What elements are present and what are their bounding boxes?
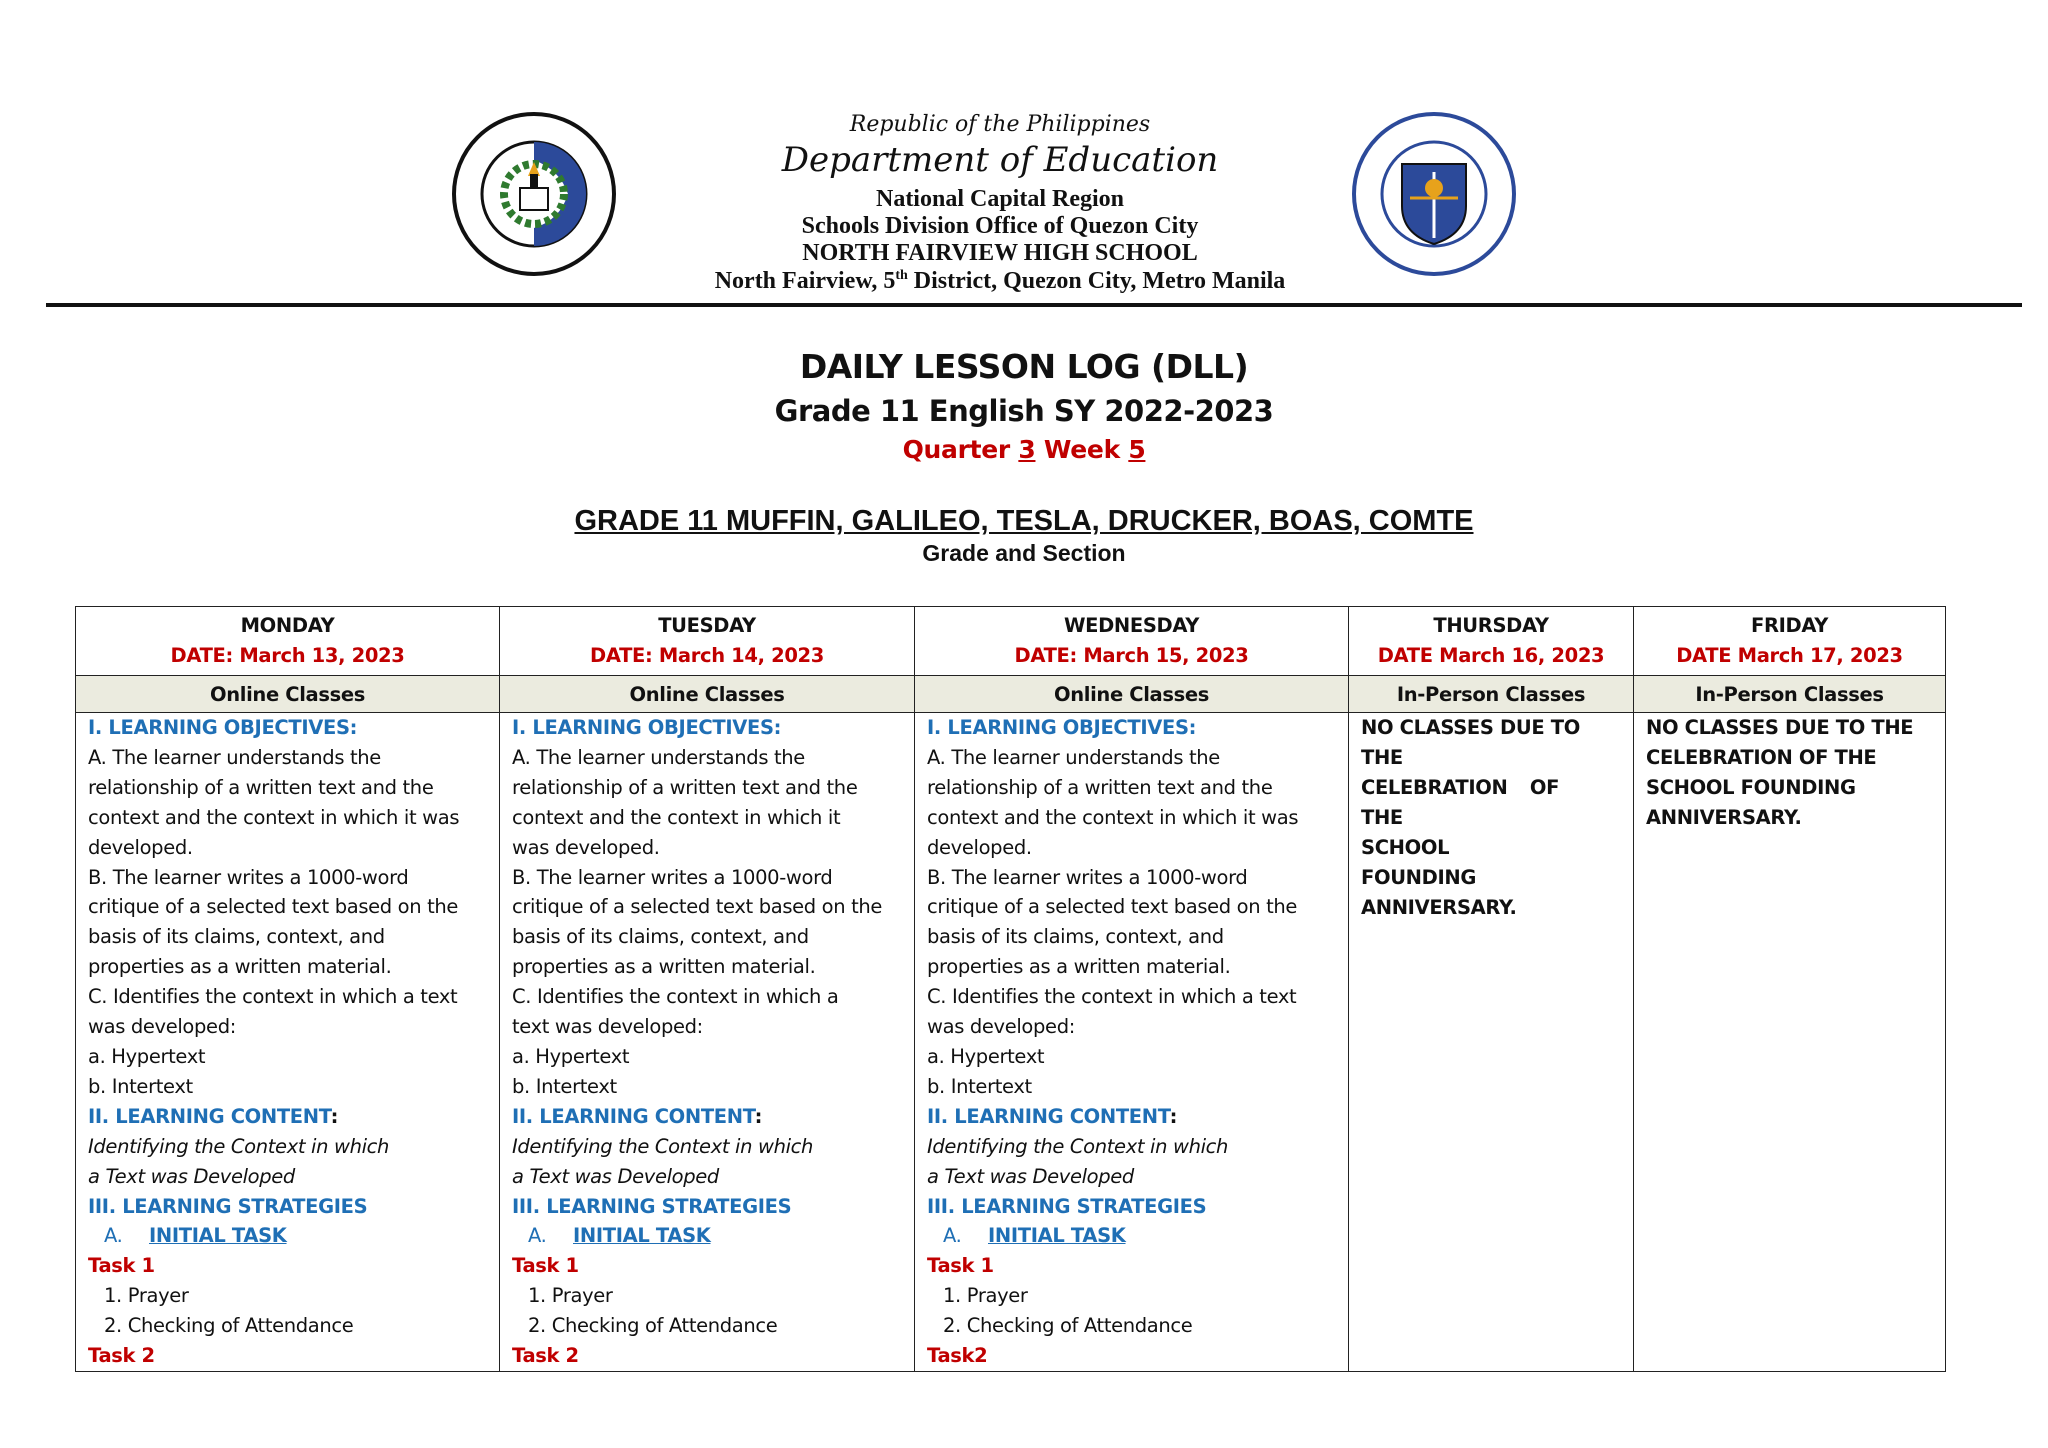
initial-task-heading: A. INITIAL TASK <box>943 1224 1126 1248</box>
lesson-cell-monday <box>76 713 500 1372</box>
objective-line: A. The learner understands the <box>927 745 1220 769</box>
content-topic-line: Identifying the Context in which <box>927 1134 1229 1158</box>
school-address: North Fairview, 5th District, Quezon City, Metro Manila <box>714 268 1286 294</box>
department-line: Department of Education <box>781 140 1219 180</box>
objective-line: relationship of a written text and the <box>512 775 858 799</box>
day-header-row <box>76 607 1946 676</box>
hypertext-item: a. Hypertext <box>88 1044 206 1068</box>
objective-line: critique of a selected text based on the <box>88 895 459 919</box>
day-header-monday: MONDAY DATE: March 13, 2023 <box>76 607 500 676</box>
hypertext-item: a. Hypertext <box>512 1044 630 1068</box>
objective-line: C. Identifies the context in which a text <box>927 985 1297 1009</box>
division-line: Schools Division Office of Quezon City <box>801 213 1199 239</box>
objective-line: critique of a selected text based on the <box>512 895 883 919</box>
objective-line: basis of its claims, context, and <box>88 925 385 949</box>
task-2-label: Task 2 <box>512 1344 579 1368</box>
task-2-label: Task2 <box>927 1344 988 1368</box>
grade-sections: GRADE 11 MUFFIN, GALILEO, TESLA, DRUCKER, BOAS, COMTE <box>574 505 1474 537</box>
content-heading: II. LEARNING CONTENT: <box>927 1104 1178 1128</box>
objective-line: B. The learner writes a 1000-word <box>512 865 833 889</box>
content-topic-line: a Text was Developed <box>512 1164 719 1188</box>
day-header-thursday: THURSDAY DATE March 16, 2023 <box>1349 607 1634 676</box>
hypertext-item: a. Hypertext <box>927 1044 1045 1068</box>
objectives-heading: I. LEARNING OBJECTIVES: <box>927 716 1197 739</box>
objective-line: developed. <box>88 835 193 859</box>
task-1-label: Task 1 <box>927 1254 994 1278</box>
objective-line: basis of its claims, context, and <box>927 925 1224 949</box>
intertext-item: b. Intertext <box>927 1074 1032 1098</box>
objective-line: properties as a written material. <box>927 955 1231 979</box>
mode-thursday: In-Person Classes <box>1349 676 1634 713</box>
day-header-tuesday: TUESDAY DATE: March 14, 2023 <box>500 607 915 676</box>
quarter-week: Quarter 3 Week 5 <box>902 435 1146 464</box>
objective-line: properties as a written material. <box>88 955 392 979</box>
objective-line: B. The learner writes a 1000-word <box>88 865 409 889</box>
republic-line: Republic of the Philippines <box>849 112 1151 137</box>
objective-line: C. Identifies the context in which a <box>512 985 839 1009</box>
intertext-item: b. Intertext <box>88 1074 193 1098</box>
day-header-friday: FRIDAY DATE March 17, 2023 <box>1634 607 1946 676</box>
prayer-item: 1. Prayer <box>528 1284 613 1308</box>
objective-line: context and the context in which it <box>512 805 841 829</box>
header-rule <box>46 303 2022 307</box>
intertext-item: b. Intertext <box>512 1074 617 1098</box>
task-1-label: Task 1 <box>88 1254 155 1278</box>
initial-task-heading: A. INITIAL TASK <box>528 1224 711 1248</box>
strategies-heading: III. LEARNING STRATEGIES <box>512 1194 792 1218</box>
objective-line: context and the context in which it was <box>927 805 1299 829</box>
document-subtitle: Grade 11 English SY 2022-2023 <box>774 394 1274 428</box>
deped-seal-logo <box>1350 110 1518 278</box>
objective-line: was developed: <box>88 1015 236 1039</box>
content-topic-line: Identifying the Context in which <box>512 1134 814 1158</box>
school-name: NORTH FAIRVIEW HIGH SCHOOL <box>802 240 1198 266</box>
lesson-cell-wednesday <box>915 713 1349 1372</box>
lesson-body-row <box>76 713 1946 1372</box>
attendance-item: 2. Checking of Attendance <box>104 1314 354 1338</box>
content-topic-line: Identifying the Context in which <box>88 1134 390 1158</box>
strategies-heading: III. LEARNING STRATEGIES <box>88 1194 368 1218</box>
objective-line: was developed: <box>927 1015 1075 1039</box>
content-heading: II. LEARNING CONTENT: <box>512 1104 763 1128</box>
attendance-item: 2. Checking of Attendance <box>528 1314 778 1338</box>
mode-wednesday: Online Classes <box>915 676 1349 713</box>
strategies-heading: III. LEARNING STRATEGIES <box>927 1194 1207 1218</box>
attendance-item: 2. Checking of Attendance <box>943 1314 1193 1338</box>
no-classes-thursday: NO CLASSES DUE TO THE CELEBRATION OF THE SCHOOL FOUNDING ANNIVERSARY. <box>1349 713 1634 1372</box>
objectives-heading: I. LEARNING OBJECTIVES: <box>88 716 358 739</box>
content-topic-line: a Text was Developed <box>88 1164 295 1188</box>
objective-line: developed. <box>927 835 1032 859</box>
objectives-heading: I. LEARNING OBJECTIVES: <box>512 716 782 739</box>
task-1-label: Task 1 <box>512 1254 579 1278</box>
objective-line: context and the context in which it was <box>88 805 460 829</box>
document-title: DAILY LESSON LOG (DLL) <box>799 347 1249 386</box>
objective-line: was developed. <box>512 835 660 859</box>
mode-monday: Online Classes <box>76 676 500 713</box>
lesson-log-table <box>75 606 1946 1372</box>
objective-line: critique of a selected text based on the <box>927 895 1298 919</box>
class-mode-row <box>76 676 1946 713</box>
mode-friday: In-Person Classes <box>1634 676 1946 713</box>
mode-tuesday: Online Classes <box>500 676 915 713</box>
day-header-wednesday: WEDNESDAY DATE: March 15, 2023 <box>915 607 1349 676</box>
objective-line: relationship of a written text and the <box>88 775 434 799</box>
prayer-item: 1. Prayer <box>104 1284 189 1308</box>
objective-line: A. The learner understands the <box>88 745 381 769</box>
initial-task-heading: A. INITIAL TASK <box>104 1224 287 1248</box>
objective-line: A. The learner understands the <box>512 745 805 769</box>
content-topic-line: a Text was Developed <box>927 1164 1134 1188</box>
school-seal-logo <box>450 110 618 278</box>
prayer-item: 1. Prayer <box>943 1284 1028 1308</box>
lesson-cell-tuesday <box>500 713 915 1372</box>
content-heading: II. LEARNING CONTENT: <box>88 1104 339 1128</box>
objective-line: relationship of a written text and the <box>927 775 1273 799</box>
objective-line: properties as a written material. <box>512 955 816 979</box>
grade-sections-caption: Grade and Section <box>922 540 1126 566</box>
task-2-label: Task 2 <box>88 1344 155 1368</box>
objective-line: B. The learner writes a 1000-word <box>927 865 1248 889</box>
no-classes-friday: NO CLASSES DUE TO THE CELEBRATION OF THE SCHOOL FOUNDING ANNIVERSARY. <box>1634 713 1946 1372</box>
objective-line: basis of its claims, context, and <box>512 925 809 949</box>
region-line: National Capital Region <box>875 186 1124 212</box>
objective-line: C. Identifies the context in which a text <box>88 985 458 1009</box>
objective-line: text was developed: <box>512 1015 703 1039</box>
